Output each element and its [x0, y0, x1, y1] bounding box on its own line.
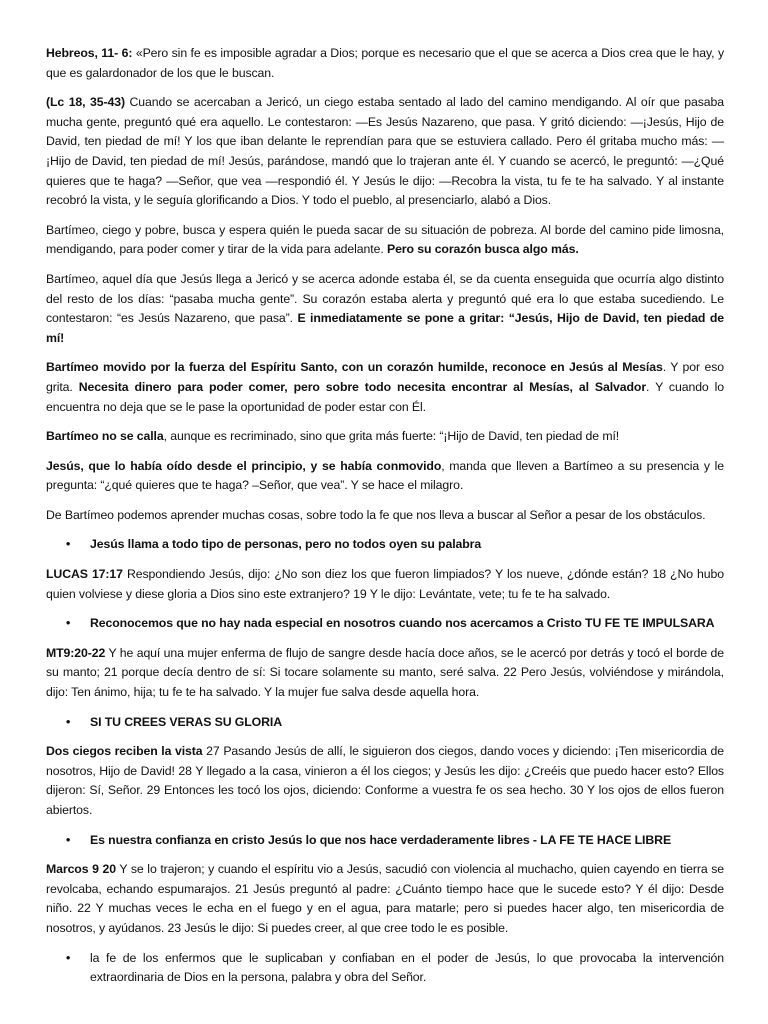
paragraph-bold-text: Bartímeo no se calla: [46, 429, 164, 444]
paragraph-mateo-9: [46, 644, 724, 703]
paragraph-text: «Pero sin fe es imposible agradar a Dios; porque es necesario que el que se acerca a Dios crea que le hay, y que es galardonador de los que le buscan.: [46, 46, 725, 80]
paragraph-lucas-18: [46, 93, 724, 211]
paragraph-bold-text: Pero su corazón busca algo más.: [386, 242, 579, 257]
scripture-reference: Dos ciegos reciben la vista: [46, 744, 203, 759]
bullet-icon: •: [66, 537, 71, 552]
bullet-text: Reconocemos que no hay nada especial en nosotros cuando nos acercamos a Cristo TU FE TE IMPULSARA: [90, 616, 715, 631]
scripture-reference: Hebreos, 11- 6:: [46, 46, 133, 60]
bullet-item-fe-enfermos: [46, 949, 724, 988]
paragraph-hebreos: [46, 44, 724, 83]
paragraph-jesus-oido: [46, 457, 724, 496]
paragraph-text: 27 Pasando Jesús de allí, le siguieron dos ciegos, dando voces y diciendo: ¡Ten misericordia de nosotros, Hijo de David! 28 Y llegado a la casa, vinieron a él los ciegos; y Jesús les dijo: ¿Creéis que puedo hacer esto? Ellos dijeron: Sí, Señor. 29 Entonces les tocó los ojos, diciendo: Conforme a vuestra fe os sea hecho. 30 Y los ojos de ellos fueron abiertos.: [46, 744, 724, 817]
paragraph-text: Bartímeo, ciego y pobre, busca y espera quién le pueda sacar de su situación de pobreza. Al borde del camino pide limosna, mendigando, para poder comer y tirar de la vida para adelante.: [46, 222, 724, 257]
bullet-item-si-tu-crees: [46, 713, 724, 733]
paragraph-text: Respondiendo Jesús, dijo: ¿No son diez los que fueron limpiados? Y los nueve, ¿dónde están? 18 ¿No hubo quien volviese y diese gloria a Dios sino este extranjero? 19 Y le dijo: Levántate, vete; tu fe te ha salvado.: [46, 567, 724, 601]
paragraph-bartimeo-no-se-calla: [46, 427, 724, 447]
paragraph-bartimeo-jerico: [46, 270, 724, 348]
paragraph-bartimeo-movido: [46, 358, 724, 417]
paragraph-bartimeo-ciego: [46, 221, 724, 260]
bullet-icon: •: [66, 832, 71, 847]
paragraph-text: , manda que lleven a Bartímeo a su presencia y le pregunta: “¿qué quieres que te haga? –Señor, que vea”. Y se hace el milagro.: [46, 458, 724, 493]
document-page: [46, 44, 724, 998]
paragraph-text: Cuando se acercaban a Jericó, un ciego estaba sentado al lado del camino mendigando. Al oír que pasaba mucha gente, preguntó qué era aquello. Le contestaron: —Es Jesús Nazareno, que pasa. Y gritó diciendo: —¡Jesús, Hijo de David, ten piedad de mí! Y los que iban delante le reprendían para que se estuviera callado. Pero él gritaba mucho más: —¡Hijo de David, ten piedad de mí! Jesús, parándose, mandó que lo trajeran ante él. Y cuando se acercó, le preguntó: —¿Qué quieres que te haga? —Señor, que vea —respondió él. Y Jesús le dijo: —Recobra la vista, tu fe te ha salvado. Y al instante recobró la vista, y le seguía glorificando a Dios. Y todo el pueblo, al presenciarlo, alabó a Dios.: [46, 95, 724, 208]
bullet-item-confianza: [46, 831, 724, 851]
paragraph-text: . Y por eso grita.: [46, 360, 724, 394]
paragraph-text: Y se lo trajeron; y cuando el espíritu vio a Jesús, sacudió con violencia al muchacho, quien cayendo en tierra se revolcaba, echando espumarajos. 21 Jesús preguntó al padre: ¿Cuánto tiempo hace que le sucede esto? Y él dijo: Desde niño. 22 Y muchas veces le echa en el fuego y en el agua, para matarle; pero si puedes hacer algo, ten misericordia de nosotros, y ayúdanos. 23 Jesús le dijo: Si puedes creer, al que cree todo le es posible.: [46, 862, 724, 935]
bullet-item-reconocemos: [46, 614, 724, 634]
bullet-text: Es nuestra confianza en cristo Jesús lo que nos hace verdaderamente libres - LA FE TE HACE LIBRE: [90, 832, 672, 847]
paragraph-dos-ciegos: [46, 742, 724, 820]
bullet-icon: •: [66, 714, 71, 729]
paragraph-text: , aunque es recriminado, sino que grita más fuerte: “¡Hijo de David, ten piedad de mí!: [163, 429, 620, 444]
scripture-reference: LUCAS 17:17: [46, 567, 123, 582]
paragraph-text: . Y cuando lo encuentra no deja que se le pase la oportunidad de poder estar con Él.: [46, 379, 725, 414]
paragraph-bold-text: Necesita dinero para poder comer, pero sobre todo necesita encontrar al Mesías, al Salvador: [78, 379, 647, 394]
paragraph-text: De Bartímeo podemos aprender muchas cosas, sobre todo la fe que nos lleva a buscar al Señor a pesar de los obstáculos.: [46, 507, 706, 522]
paragraph-aprender: [46, 506, 724, 526]
paragraph-lucas-17: [46, 565, 724, 604]
scripture-reference: Marcos 9 20: [46, 862, 116, 877]
bullet-text: SI TU CREES VERAS SU GLORIA: [90, 714, 283, 729]
paragraph-bold-text: Jesús, que lo había oído desde el principio, y se había conmovido: [46, 458, 442, 473]
paragraph-marcos-9: [46, 860, 724, 938]
paragraph-bold-text: E inmediatamente se pone a gritar: “Jesús, Hijo de David, ten piedad de mí!: [46, 311, 724, 345]
bullet-text: la fe de los enfermos que le suplicaban y confiaban en el poder de Jesús, lo que provocaba la intervención extraordinaria de Dios en la persona, palabra y obra del Señor.: [90, 950, 724, 985]
paragraph-text: Y he aquí una mujer enferma de flujo de sangre desde hacía doce años, se le acercó por detrás y tocó el borde de su manto; 21 porque decía dentro de sí: Si tocare solamente su manto, seré salva. 22 Pero Jesús, volviéndose y mirándola, dijo: Ten ánimo, hija; tu fe te ha salvado. Y la mujer fue salva desde aquella hora.: [46, 645, 724, 700]
bullet-icon: •: [66, 616, 71, 631]
paragraph-bold-text: Bartímeo movido por la fuerza del Espíritu Santo, con un corazón humilde, reconoce en Jesús al Mesías: [46, 360, 663, 375]
scripture-reference: (Lc 18, 35-43): [46, 95, 125, 110]
paragraph-text: Bartímeo, aquel día que Jesús llega a Jericó y se acerca adonde estaba él, se da cuenta enseguida que ocurría algo distinto del resto de los días: “pasaba mucha gente”. Su corazón estaba alerta y preguntó qué era lo que estaba sucediendo. Le contestaron: “es Jesús Nazareno, que pasa”.: [46, 271, 724, 326]
scripture-reference: MT9:20-22: [46, 645, 106, 660]
bullet-icon: •: [66, 950, 71, 965]
bullet-item-jesus-llama: [46, 535, 724, 555]
bullet-text: Jesús llama a todo tipo de personas, pero no todos oyen su palabra: [90, 537, 482, 552]
